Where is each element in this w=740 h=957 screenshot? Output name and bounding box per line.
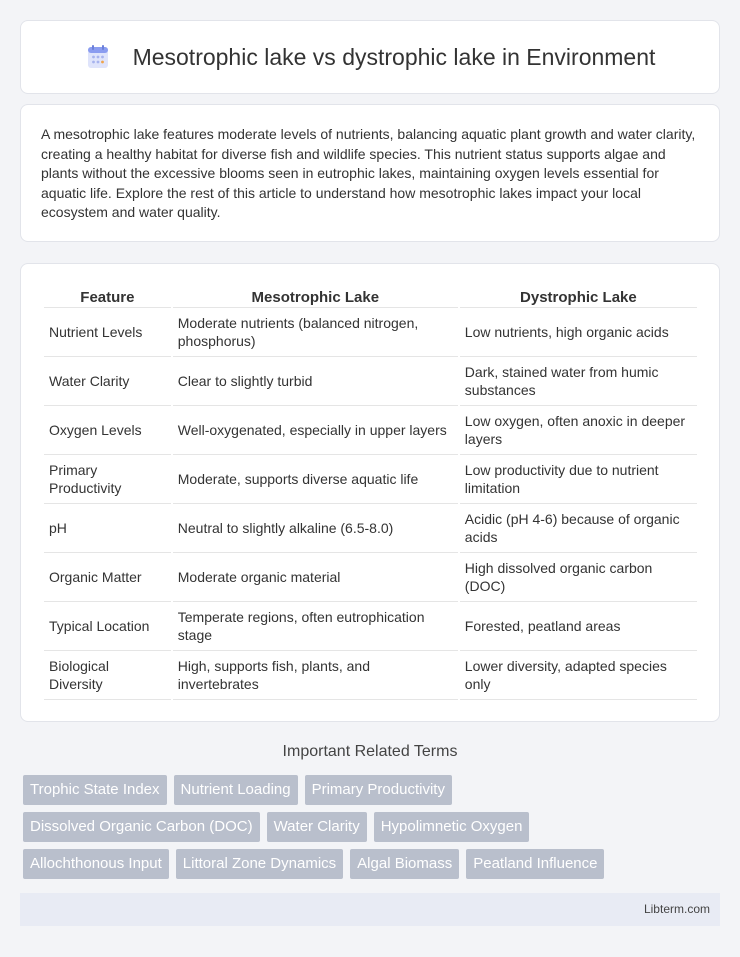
tag-primary-productivity[interactable]: Primary Productivity — [305, 775, 452, 805]
footer — [20, 893, 720, 926]
mesotrophic-cell: Moderate nutrients (balanced nitrogen, phosphorus) — [173, 308, 458, 357]
page-title: Mesotrophic lake vs dystrophic lake in Environment — [132, 43, 656, 70]
table-row — [44, 308, 697, 357]
tag-row — [23, 775, 723, 805]
table-header-row — [44, 284, 697, 308]
feature-cell: pH — [44, 504, 171, 553]
tag-allochthonous-input[interactable]: Allochthonous Input — [23, 849, 169, 879]
intro-paragraph: A mesotrophic lake features moderate levels of nutrients, balancing aquatic plant growth and water clarity, creating a healthy habitat for diverse fish and wildlife species. This nutrient status supports algae and plants without the excessive blooms seen in eutrophic lakes, maintaining oxygen levels essential for aquatic life. Explore the rest of this article to understand how mesotrophic lakes impact your local ecosystem and water quality. — [41, 126, 696, 220]
tag-nutrient-loading[interactable]: Nutrient Loading — [174, 775, 298, 805]
tag-dissolved-organic-carbon[interactable]: Dissolved Organic Carbon (DOC) — [23, 812, 260, 842]
dystrophic-cell: High dissolved organic carbon (DOC) — [460, 553, 697, 602]
feature-cell: Typical Location — [44, 602, 171, 651]
table-row — [44, 504, 697, 553]
feature-cell: Primary Productivity — [44, 455, 171, 504]
dystrophic-cell: Low nutrients, high organic acids — [460, 308, 697, 357]
related-terms-title: Important Related Terms — [282, 743, 458, 760]
related-terms-tags — [23, 775, 723, 886]
comparison-table — [42, 284, 699, 700]
dystrophic-cell: Forested, peatland areas — [460, 602, 697, 651]
tag-water-clarity[interactable]: Water Clarity — [267, 812, 367, 842]
mesotrophic-cell: Moderate organic material — [173, 553, 458, 602]
tag-hypolimnetic-oxygen[interactable]: Hypolimnetic Oxygen — [374, 812, 530, 842]
feature-cell: Organic Matter — [44, 553, 171, 602]
dystrophic-cell: Low oxygen, often anoxic in deeper layers — [460, 406, 697, 455]
mesotrophic-cell: Clear to slightly turbid — [173, 357, 458, 406]
intro-card — [20, 104, 720, 242]
tag-trophic-state-index[interactable]: Trophic State Index — [23, 775, 167, 805]
table-row — [44, 651, 697, 700]
dystrophic-cell: Low productivity due to nutrient limitation — [460, 455, 697, 504]
dystrophic-cell: Acidic (pH 4-6) because of organic acids — [460, 504, 697, 553]
table-row — [44, 455, 697, 504]
table-row — [44, 553, 697, 602]
header-feature: Feature — [44, 284, 171, 308]
dystrophic-cell: Lower diversity, adapted species only — [460, 651, 697, 700]
tag-row — [23, 812, 723, 842]
table-row — [44, 602, 697, 651]
feature-cell: Nutrient Levels — [44, 308, 171, 357]
tag-row — [23, 849, 723, 879]
feature-cell: Water Clarity — [44, 357, 171, 406]
table-row — [44, 357, 697, 406]
mesotrophic-cell: Moderate, supports diverse aquatic life — [173, 455, 458, 504]
feature-cell: Biological Diversity — [44, 651, 171, 700]
tag-littoral-zone-dynamics[interactable]: Littoral Zone Dynamics — [176, 849, 343, 879]
tag-peatland-influence[interactable]: Peatland Influence — [466, 849, 604, 879]
tag-algal-biomass[interactable]: Algal Biomass — [350, 849, 459, 879]
header-mesotrophic: Mesotrophic Lake — [173, 284, 458, 308]
header-dystrophic: Dystrophic Lake — [460, 284, 697, 308]
table-row — [44, 406, 697, 455]
footer-brand[interactable]: Libterm.com — [643, 902, 710, 916]
mesotrophic-cell: Well-oxygenated, especially in upper layers — [173, 406, 458, 455]
header-card — [20, 20, 720, 94]
feature-cell: Oxygen Levels — [44, 406, 171, 455]
document-icon — [85, 44, 111, 70]
mesotrophic-cell: Temperate regions, often eutrophication stage — [173, 602, 458, 651]
mesotrophic-cell: High, supports fish, plants, and invertebrates — [173, 651, 458, 700]
comparison-table-card — [20, 263, 720, 722]
mesotrophic-cell: Neutral to slightly alkaline (6.5-8.0) — [173, 504, 458, 553]
dystrophic-cell: Dark, stained water from humic substances — [460, 357, 697, 406]
